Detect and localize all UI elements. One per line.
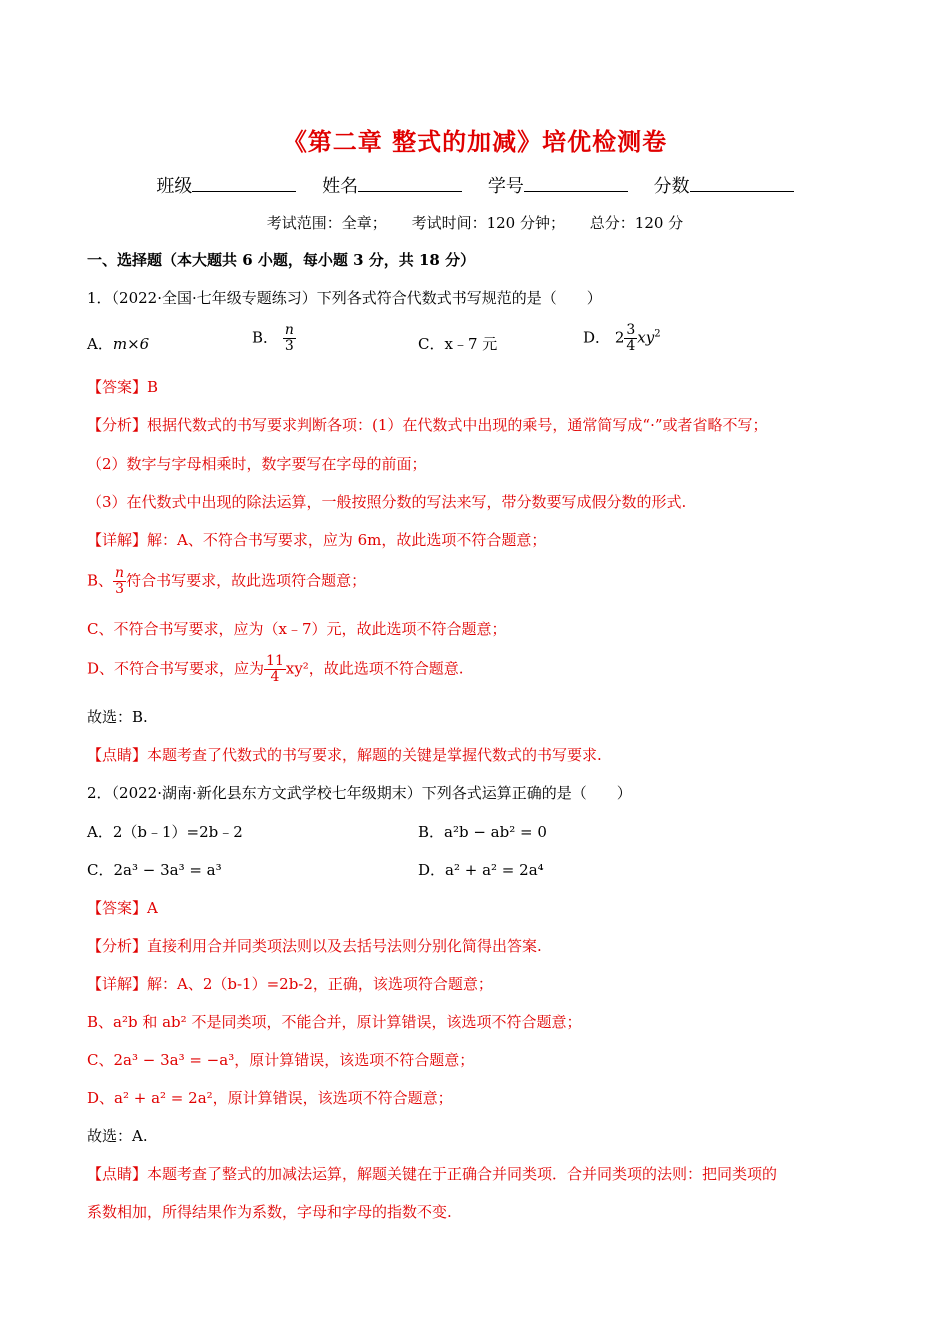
- page-title: 《第二章 整式的加减》培优检测卷: [282, 127, 668, 156]
- section-heading: 一、选择题（本大题共 6 小题，每小题 3 分，共 18 分）: [87, 251, 476, 269]
- student-info-row: [0, 172, 950, 198]
- q1-detail-2-prefix: B、: [87, 571, 114, 590]
- class-field: [156, 176, 296, 197]
- q2-option-c: C．2a³ − 3a³ = a³: [87, 861, 222, 879]
- q1-d-tail: xy: [637, 328, 655, 347]
- class-blank[interactable]: [192, 175, 296, 192]
- q2-choose: 故选：A.: [87, 1127, 148, 1145]
- q2-answer: 【答案】A: [87, 899, 158, 917]
- name-label: 姓名: [322, 176, 359, 197]
- q1-b-num: n: [284, 322, 294, 338]
- q1-c-text: x﹣7 元: [444, 335, 498, 353]
- q2-comment-2: 系数相加，所得结果作为系数，字母和字母的指数不变.: [87, 1203, 452, 1221]
- q2-option-a: A．2（b﹣1）=2b﹣2: [87, 823, 243, 841]
- q1-analysis-3: （3）在代数式中出现的除法运算，一般按照分数的写法来写，带分数要写成假分数的形式.: [87, 493, 687, 511]
- q1-detail-1: 【详解】解：A、不符合书写要求，应为 6m，故此选项不符合题意；: [87, 531, 547, 549]
- name-blank[interactable]: [358, 175, 462, 192]
- q1-detail-4-text: xy²，故此选项不符合题意.: [285, 659, 464, 678]
- q1-detail-4-fraction: [264, 654, 286, 685]
- q1-a-label: A．: [87, 335, 113, 353]
- q1-answer: 【答案】B: [87, 378, 159, 396]
- q1-detail-4-den: 4: [270, 669, 280, 685]
- q1-d-exp: 2: [654, 328, 661, 340]
- score-field: [654, 176, 794, 197]
- q1-detail-2-fraction: [113, 566, 126, 597]
- q1-stem: 1．（2022·全国·七年级专题练习）下列各式符合代数式书写规范的是（ ）: [87, 289, 602, 307]
- q1-d-fraction: [624, 323, 637, 354]
- name-field: [322, 176, 462, 197]
- q1-detail-2: [87, 566, 366, 597]
- q1-analysis-2: （2）数字与字母相乘时，数字要写在字母的前面；: [87, 455, 427, 473]
- exam-range: 考试范围：全章；: [266, 214, 387, 232]
- q1-detail-3: C、不符合书写要求，应为（x﹣7）元，故此选项不符合题意；: [87, 620, 507, 638]
- q1-option-b: [252, 323, 296, 354]
- q1-b-label: B．: [252, 328, 279, 347]
- q1-d-whole: 2: [614, 328, 625, 347]
- q2-comment-1: 【点睛】本题考查了整式的加减法运算，解题关键在于正确合并同类项．合并同类项的法则：把同类项的: [87, 1165, 778, 1183]
- q1-detail-4-prefix: D、不符合书写要求，应为: [87, 659, 265, 678]
- q1-analysis-1: 【分析】根据代数式的书写要求判断各项：(1）在代数式中出现的乘号，通常简写成“·”或者省略不写；: [87, 416, 768, 434]
- q2-detail-3: C、2a³ − 3a³ = −a³，原计算错误，该选项不符合题意；: [87, 1051, 475, 1069]
- exam-time: 考试时间：120 分钟；: [411, 214, 565, 232]
- q1-d-label: D．: [583, 328, 611, 347]
- score-blank[interactable]: [690, 175, 794, 192]
- q1-comment: 【点睛】本题考查了代数式的书写要求，解题的关键是掌握代数式的书写要求.: [87, 746, 602, 764]
- q1-choose: 故选：B.: [87, 708, 148, 726]
- q2-option-d: D．a² + a² = 2a⁴: [418, 861, 544, 879]
- id-blank[interactable]: [524, 175, 628, 192]
- q1-option-d: [583, 323, 661, 354]
- q1-detail-4: [87, 654, 464, 685]
- q2-detail-4: D、a² + a² = 2a²，原计算错误，该选项不符合题意；: [87, 1089, 453, 1107]
- exam-scope: [0, 212, 950, 233]
- q1-a-text: m×6: [112, 335, 150, 353]
- q2-option-b: B．a²b − ab² = 0: [418, 823, 547, 841]
- q1-c-label: C．: [418, 335, 445, 353]
- exam-total: 总分：120 分: [589, 214, 684, 232]
- q1-option-a: [87, 333, 149, 354]
- score-label: 分数: [653, 176, 690, 197]
- id-field: [488, 176, 628, 197]
- q2-stem: 2．（2022·湖南·新化县东方文武学校七年级期末）下列各式运算正确的是（ ）: [87, 784, 632, 802]
- q1-b-fraction: [283, 323, 296, 354]
- q1-detail-2-den: 3: [115, 581, 124, 597]
- q1-option-c: [418, 333, 497, 354]
- q1-detail-2-num: n: [115, 565, 125, 581]
- q2-analysis: 【分析】直接利用合并同类项法则以及去括号法则分别化简得出答案.: [87, 937, 542, 955]
- q1-detail-4-num: 11: [266, 653, 284, 669]
- class-label: 班级: [156, 176, 193, 197]
- q2-detail-1: 【详解】解：A、2（b-1）=2b-2，正确，该选项符合题意；: [87, 975, 493, 993]
- q1-d-num: 3: [626, 322, 636, 338]
- id-label: 学号: [487, 176, 524, 197]
- q1-d-den: 4: [626, 338, 636, 354]
- q2-detail-2: B、a²b 和 ab² 不是同类项，不能合并，原计算错误，该选项不符合题意；: [87, 1013, 582, 1031]
- q1-b-den: 3: [284, 338, 294, 354]
- q1-detail-2-text: 符合书写要求，故此选项符合题意；: [126, 571, 367, 590]
